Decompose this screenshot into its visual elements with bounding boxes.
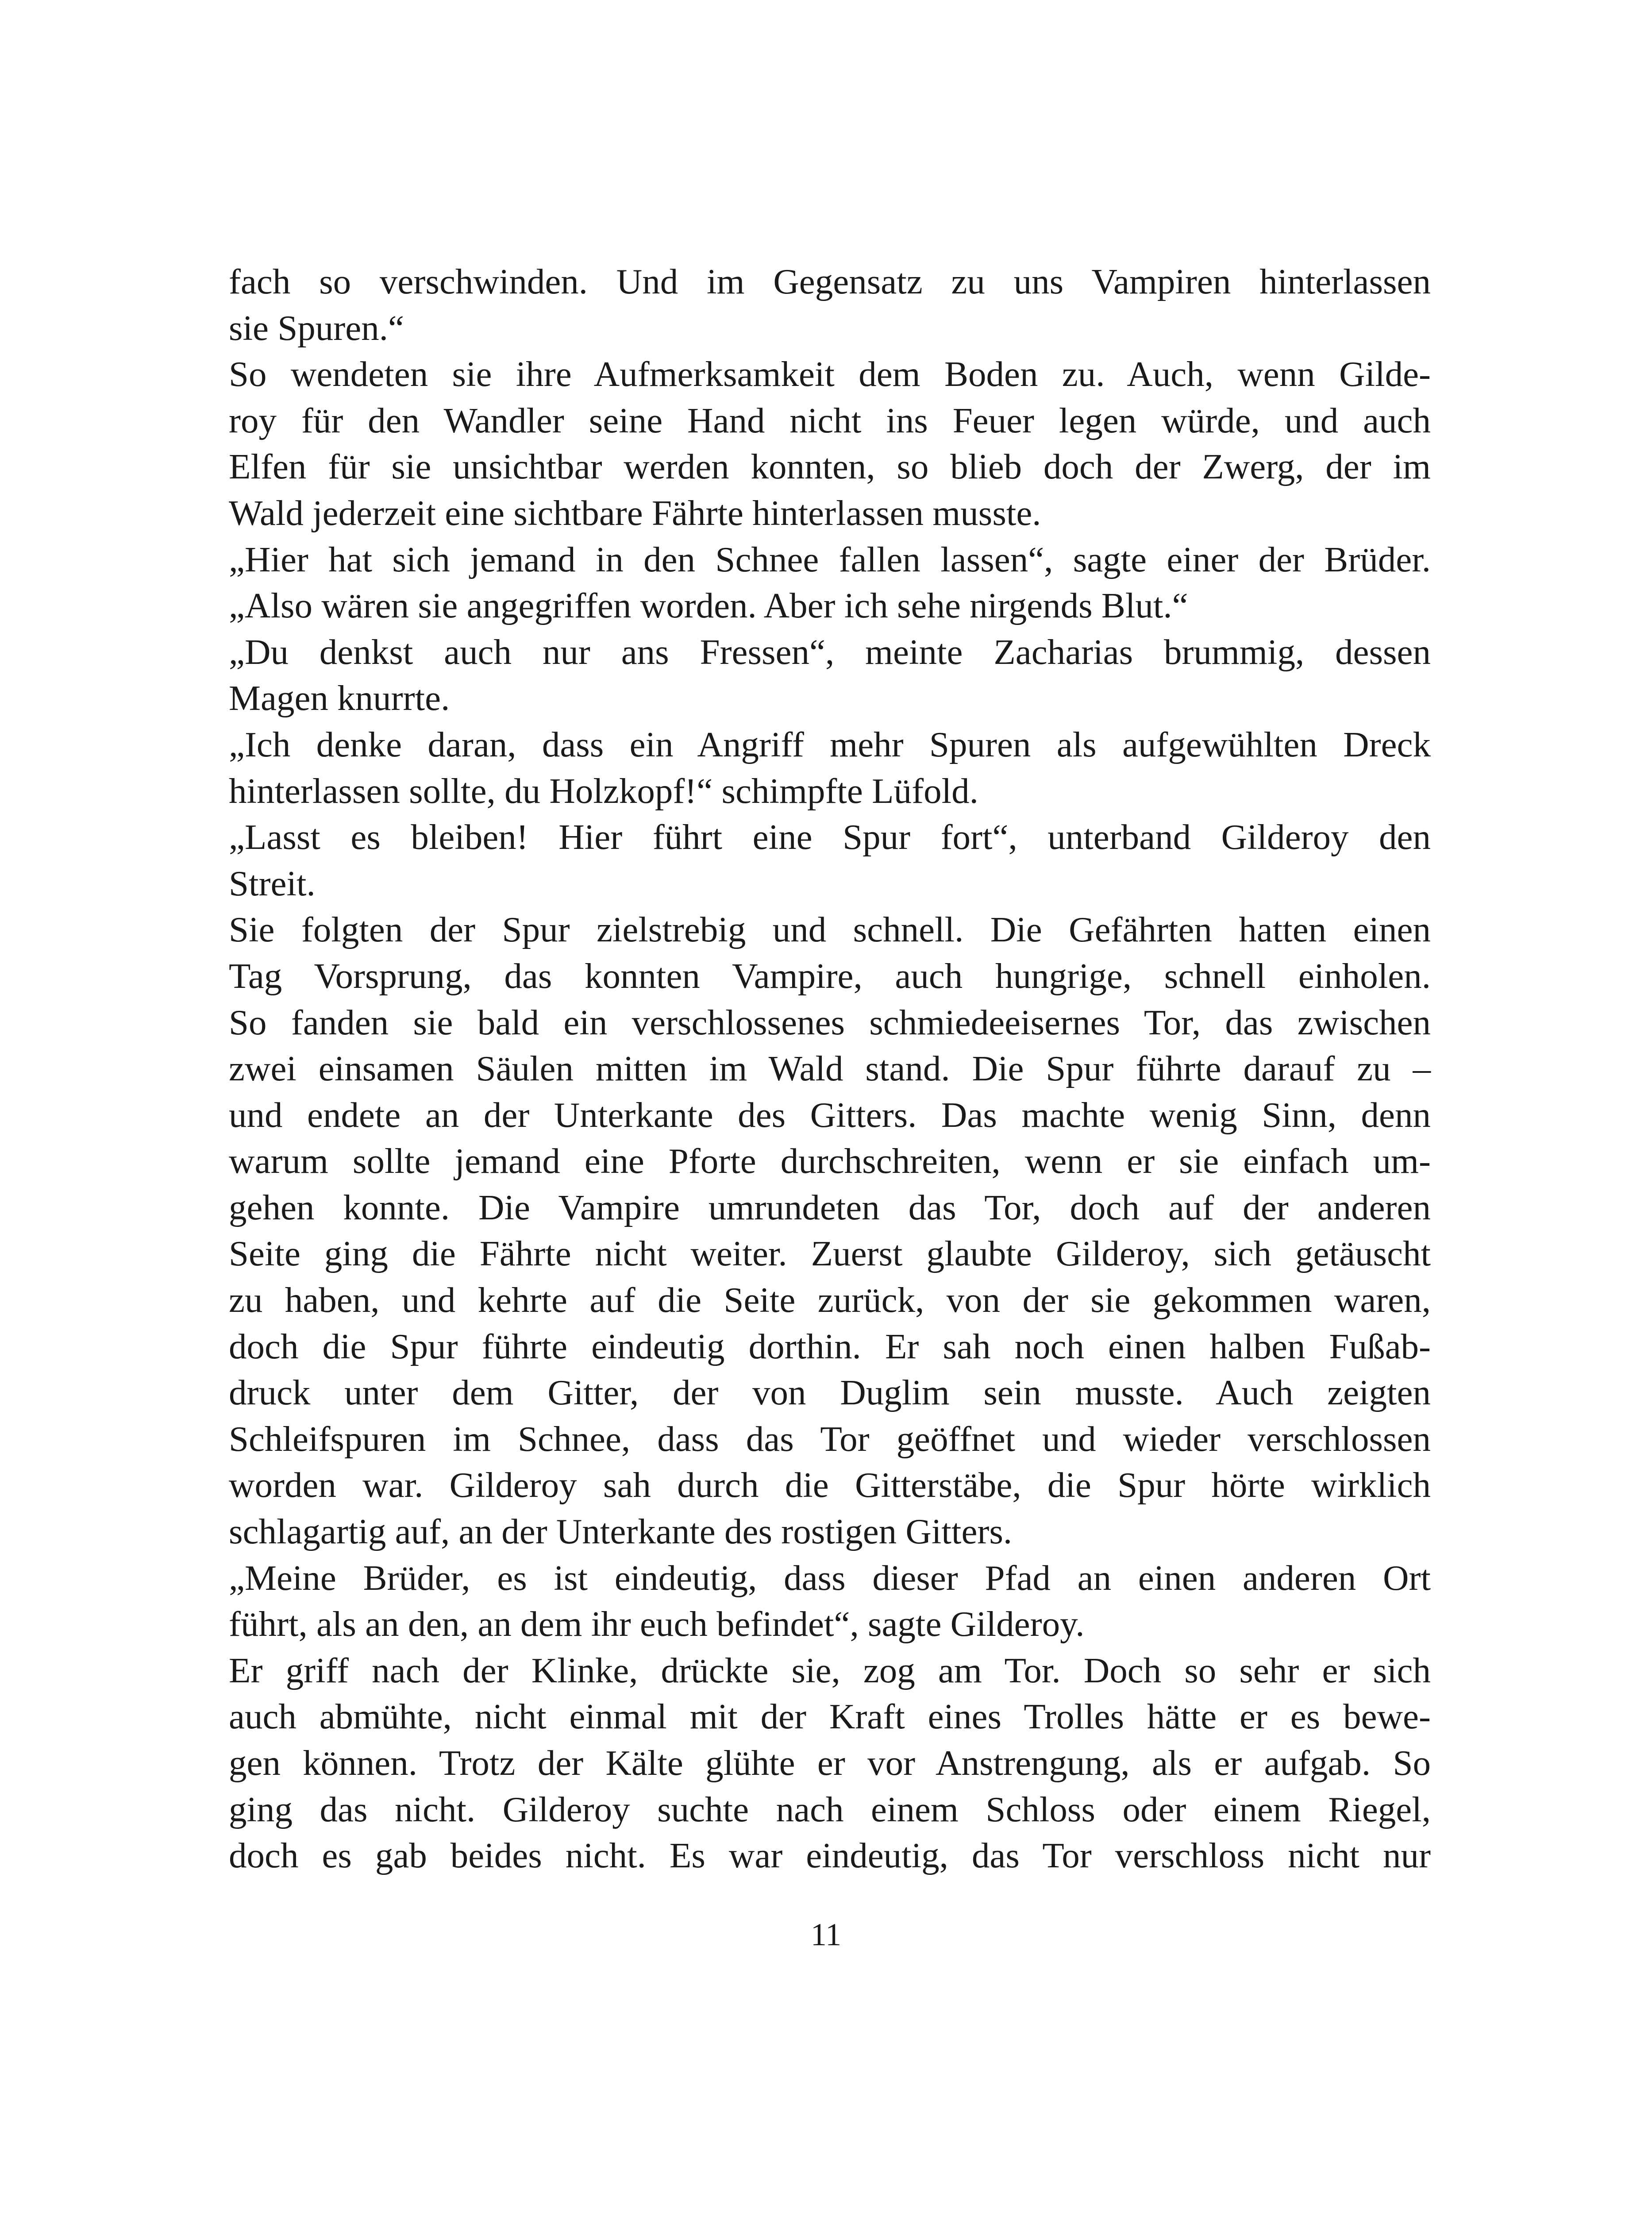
text-line: führt, als an den, an dem ihr euch befindet“, sagte Gilderoy. (229, 1604, 1085, 1644)
text-line: druck unter dem Gitter, der von Duglim sein musste. Auch zeigten (229, 1373, 1431, 1413)
text-line: Streit. (229, 863, 316, 903)
text-line: zu haben, und kehrte auf die Seite zurück, von der sie gekommen waren, (229, 1280, 1431, 1320)
text-line: Sie folgten der Spur zielstrebig und schnell. Die Gefährten hatten einen (229, 910, 1431, 950)
text-line: und endete an der Unterkante des Gitters. Das machte wenig Sinn, denn (229, 1095, 1431, 1135)
text-line: schlagartig auf, an der Unterkante des rostigen Gitters. (229, 1511, 1013, 1552)
text-line: So fanden sie bald ein verschlossenes schmiedeeisernes Tor, das zwischen (229, 1002, 1431, 1042)
page-number: 11 (810, 1917, 842, 1952)
text-line: doch die Spur führte eindeutig dorthin. Er sah noch einen halben Fußab- (229, 1326, 1431, 1366)
text-line: So wendeten sie ihre Aufmerksamkeit dem Boden zu. Auch, wenn Gilde- (229, 354, 1431, 394)
text-line: „Lasst es bleiben! Hier führt eine Spur fort“, unterband Gilderoy den (229, 817, 1431, 857)
text-line: Wald jederzeit eine sichtbare Fährte hinterlassen musste. (229, 493, 1041, 533)
text-line: Seite ging die Fährte nicht weiter. Zuerst glaubte Gilderoy, sich getäuscht (229, 1234, 1431, 1274)
text-line: Schleifspuren im Schnee, dass das Tor geöffnet und wieder verschlossen (229, 1419, 1431, 1459)
text-line: sie Spuren.“ (229, 308, 404, 348)
text-line: Er griff nach der Klinke, drückte sie, zog am Tor. Doch so sehr er sich (229, 1650, 1431, 1690)
body-text (229, 258, 1431, 1879)
text-line: fach so verschwinden. Und im Gegensatz zu uns Vampiren hinterlassen (229, 262, 1431, 301)
text-line: warum sollte jemand eine Pforte durchschreiten, wenn er sie einfach um- (229, 1141, 1431, 1181)
text-line: „Du denkst auch nur ans Fressen“, meinte Zacharias brummig, dessen (229, 632, 1431, 672)
text-line: Tag Vorsprung, das konnten Vampire, auch hungrige, schnell einholen. (229, 956, 1431, 996)
text-line: Magen knurrte. (229, 678, 450, 718)
text-line: „Hier hat sich jemand in den Schnee fallen lassen“, sagte einer der Brüder. (229, 539, 1431, 579)
text-line: „Also wären sie angegriffen worden. Aber ich sehe nirgends Blut.“ (229, 586, 1188, 626)
text-line: zwei einsamen Säulen mitten im Wald stand. Die Spur führte darauf zu – (229, 1049, 1431, 1089)
text-line: worden war. Gilderoy sah durch die Gitterstäbe, die Spur hörte wirklich (229, 1465, 1431, 1505)
text-line: gen können. Trotz der Kälte glühte er vor Anstrengung, als er aufgab. So (229, 1743, 1431, 1783)
text-line: ging das nicht. Gilderoy suchte nach einem Schloss oder einem Riegel, (229, 1789, 1431, 1829)
text-line: „Ich denke daran, dass ein Angriff mehr Spuren als aufgewühlten Dreck (229, 724, 1431, 764)
text-line: doch es gab beides nicht. Es war eindeutig, das Tor verschloss nicht nur (229, 1835, 1431, 1876)
text-line: gehen konnte. Die Vampire umrundeten das Tor, doch auf der anderen (229, 1187, 1431, 1227)
text-line: „Meine Brüder, es ist eindeutig, dass dieser Pfad an einen anderen Ort (229, 1558, 1431, 1598)
text-line: roy für den Wandler seine Hand nicht ins Feuer legen würde, und auch (229, 400, 1431, 440)
text-line: Elfen für sie unsichtbar werden konnten, so blieb doch der Zwerg, der im (229, 447, 1431, 487)
text-line: auch abmühte, nicht einmal mit der Kraft eines Trolles hätte er es bewe- (229, 1696, 1431, 1737)
text-line: hinterlassen sollte, du Holzkopf!“ schimpfte Lüfold. (229, 771, 978, 811)
